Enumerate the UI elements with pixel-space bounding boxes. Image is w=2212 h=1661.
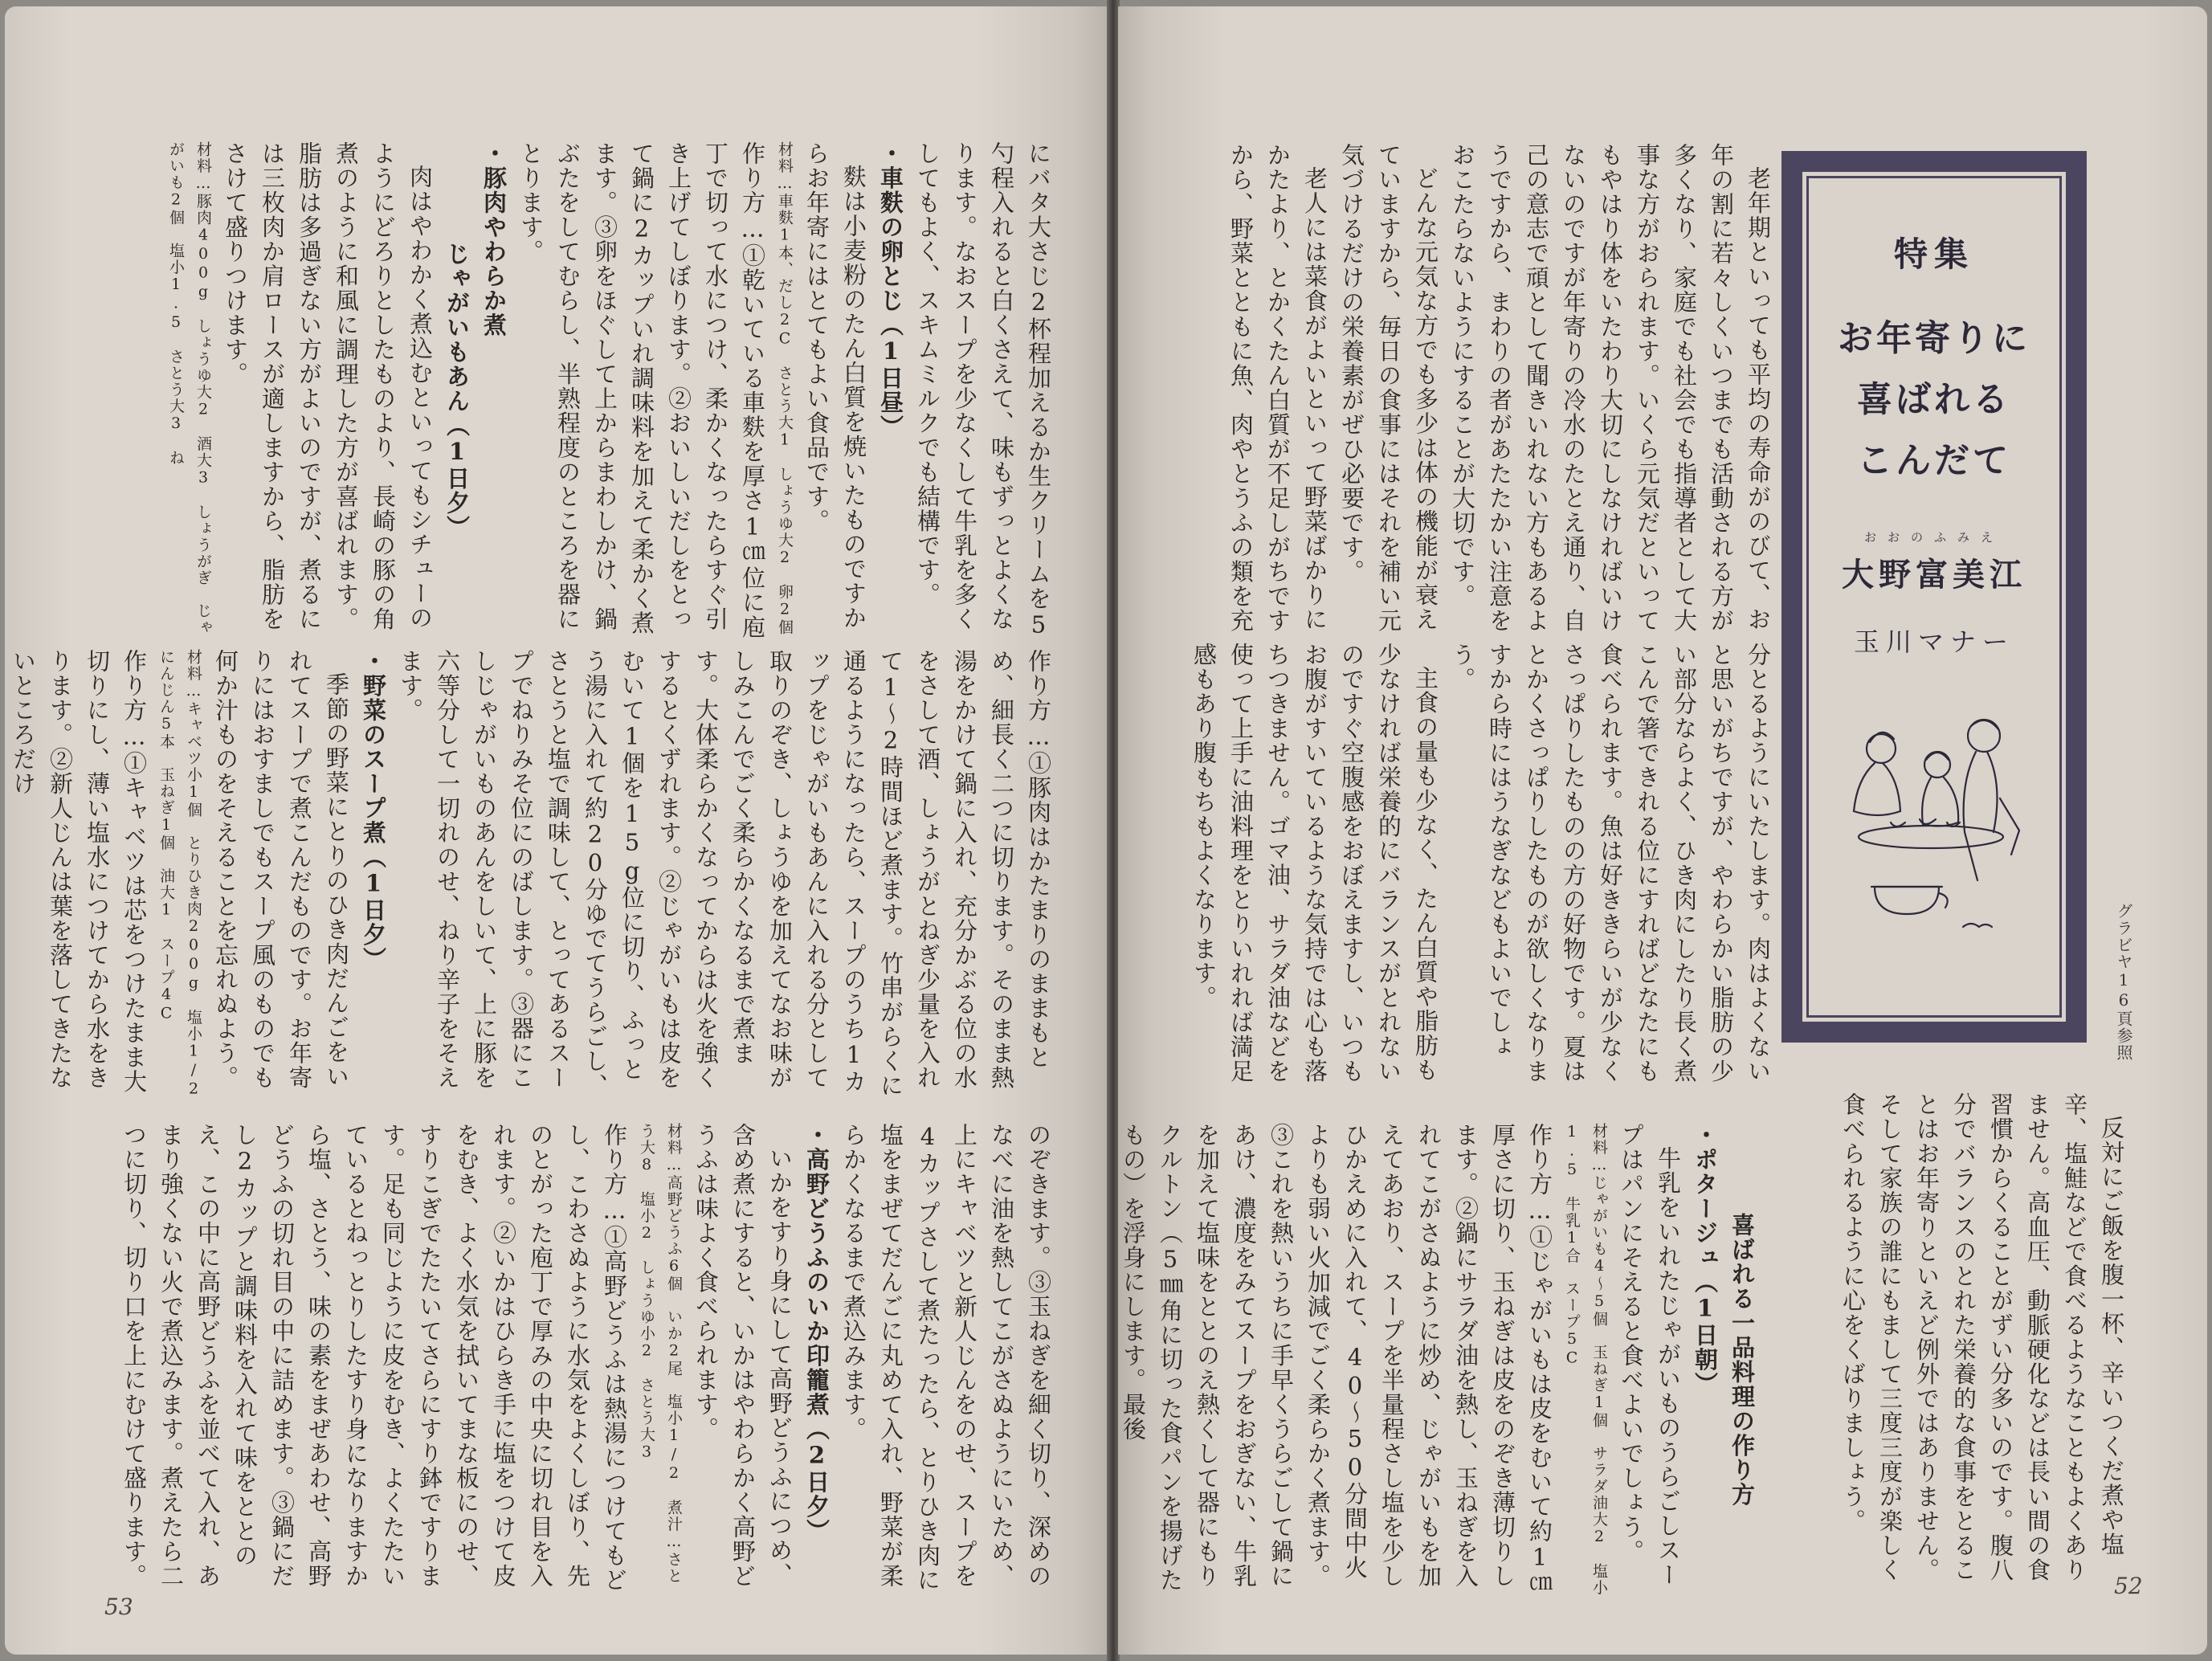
section-heading: ・野菜のスープ煮（1日夕） bbox=[360, 649, 387, 972]
ingredients-list: 材料…車麩1本、だし2C さとう大1 しょうゆ大2 卵2個 bbox=[776, 141, 794, 636]
feature-title-line-1: お年寄りに bbox=[1838, 318, 2030, 359]
feature-title-line-3: こんだて bbox=[1857, 440, 2011, 481]
intro-column-lower bbox=[1801, 1092, 2130, 1590]
paragraph: 反対にご飯を腹一杯、辛いつくだ煮や塩辛、塩鮭などで食べるようなこともよくありません。高血圧、動脈硬化などは長い間の食習慣からくることがずい分多いのです。腹八分でバランスのとれた栄養的な食事をとることはお年寄りといえど例外ではありません。そして家族の誰にもまして三度三度が楽しく食べられるように心をくばりましょう。 bbox=[1839, 1092, 2125, 1582]
paragraph: 季節の野菜にとりのひき肉だんごをいれてスープで煮こんだものです。お年寄りにはおすましでもスープ風のものでも何か汁ものをそえることを忘れぬよう。 bbox=[212, 649, 350, 1090]
ingredients-list: 材料…高野どうふ6個 いか2尾 塩小1/2 煮汁…さとう大8 塩小2 しょうゆ小2 さとう大3 bbox=[638, 1123, 683, 1585]
paragraph: 作り方…①乾いている車麩を厚さ1㎝位に庖丁で切って水につけ、柔かくなったらすぐ引き上げてしぼります。②おいしいだしをとって鍋に2カップいれ調味料を加えて柔かく煮ます。③卵をほぐして上からまわしかけ、鍋ぶたをしてむらし、半熟程度のところを器にとります。 bbox=[517, 141, 766, 639]
section-heading: ・車麩の卵とじ（1日昼） bbox=[877, 141, 904, 439]
left-column-lower bbox=[117, 1123, 1057, 1597]
section-heading: ・ポタージュ（1日朝） bbox=[1692, 1123, 1719, 1397]
left-column-upper bbox=[117, 141, 1057, 639]
elderly-family-illustration bbox=[1843, 702, 2027, 943]
section-heading: じゃがいもあん（1日夕） bbox=[443, 241, 471, 540]
paragraph: のぞきます。③玉ねぎを細く切り、深めのなべに油を熱してこがさぬようにいため、上にキャベツと新人じんをのせ、スープを4カップさして煮たったら、とりひき肉に塩をまぜてだんごに丸めて入れ、野菜が柔らかくなるまで煮込みます。 bbox=[840, 1123, 1052, 1593]
author-affiliation: 玉川マナー bbox=[1853, 626, 2014, 657]
feature-title bbox=[1802, 308, 2066, 492]
section-heading: 喜ばれる一品料理の作り方 bbox=[1728, 1213, 1756, 1507]
ingredients-list: 材料…じゃがいも4〜5個 玉ねぎ1個 サラダ油大2 塩小1.5 牛乳1合 スープ5C bbox=[1563, 1123, 1608, 1596]
paragraph: 作り方…①豚肉はかたまりのままもとめ、細長く二つに切ります。そのまま熱湯をかけて鍋に入れ、充分かぶる位の水をさして酒、しょうがとねぎ少量を入れて1〜2時間ほど煮ます。竹串がらくに通るようになったら、スープのうち1カップをじゃがいもあんに入れる分として取りのぞき、しょうゆを加えてなお味がしみこんでごく柔らかくなるまで煮ます。大体柔らかくなってからは火を強くするとくずれます。②じゃがいもは皮をむいて1個を15g位に切り、ふっとう湯に入れて約20分ゆでてうらごし、さとうと塩で調味して、とってあるスープでねりみそ位にのばします。③器にこしじゃがいものあんをしいて、上に豚を六等分して一切れのせ、ねり辛子をそえます。 bbox=[397, 649, 1052, 1098]
paragraph: 作り方…①キャベツは芯をつけたまま大切りにし、薄い塩水につけてから水をきります。②新人じんは葉を落してきたないところだけ bbox=[10, 649, 148, 1094]
feature-title-line-2: 喜ばれる bbox=[1857, 379, 2011, 420]
feature-label: 特集 bbox=[1893, 235, 1974, 274]
paragraph: 作り方…①高野どうふは熱湯につけてもどし、こわさぬように水気をよくしぼり、先のとがった庖丁で厚みの中央に切れ目を入れます。②いかはひらき手に塩をつけて皮をむき、よく水気を拭いてまな板にのせ、すりこぎでたたいてさらにすり鉢ですります。足も同じように皮をむき、よくたたいているとねっとりしたすり身になりますから塩、さとう、味の素をまぜあわせ、高野どうふの切れ目の中に詰めます。③鍋にだし2カップと調味料を入れて味をととのえ、この中に高野どうふを並べて入れ、あまり強くない火で煮込みます。煮えたら二つに切り、切り口を上にむけて盛ります。 bbox=[120, 1123, 628, 1593]
paragraph: どんな元気な方でも多少は体の機能が衰えていますから、毎日の食事にはそれを補い元気づけるだけの栄養素がぜひ必要です。 bbox=[1338, 143, 1439, 633]
section-heading: ・高野どうふのいか印籠煮（2日夕） bbox=[803, 1123, 831, 1544]
ingredients-list: 材料…豚肉400g しょうゆ大2 酒大3 しょうがぎ じゃがいも2個 塩小1.5 さとう大3 ね bbox=[167, 141, 212, 636]
page-number-left: 53 bbox=[104, 1594, 133, 1620]
author-ruby: おおのふみえ bbox=[1863, 530, 2004, 545]
intro-column-middle bbox=[1166, 643, 1777, 1092]
paragraph: 肉はやわかく煮込むといってもシチューのようにどろりとしたものより、長崎の豚の角煮のように和風に調理した方が喜ばれます。脂肪は多過ぎない方がよいのですが、煮るには三枚肉か肩ロースが適しますから、脂肪をさけて盛りつけます。 bbox=[222, 141, 434, 631]
paragraph: にバタ大さじ2杯程加えるか生クリームを5勺程入れると白くさえて、味もずっとよくなります。なおスープを少なくして牛乳を多くしてもよく、スキムミルクでも結構です。 bbox=[914, 141, 1052, 639]
paragraph: 牛乳をいれたじゃがいものうらごしスープはパンにそえると食べよいでしょう。 bbox=[1618, 1123, 1682, 1587]
ingredients-list: 材料…キャベツ小1個 とりひき肉200g 塩小1/2 にんじん5本 玉ねぎ1個 油大1 スープ4C bbox=[157, 649, 202, 1116]
gravure-reference-note: グラビヤ16頁参照 bbox=[2114, 903, 2133, 1061]
left-column-middle bbox=[10, 649, 1057, 1116]
intro-column-upper bbox=[1166, 143, 1777, 633]
author-name: 大野富美江 bbox=[1842, 556, 2026, 594]
paragraph: 作り方…①じゃがいもは皮をむいて約1㎝厚さに切り、玉ねぎは皮をのぞき薄切りします。②鍋にサラダ油を熱し、玉ねぎを入れてこがさぬように炒め、じゃがいもを加えてあおり、スープを半量程さし塩を少しひかえめに入れて、40〜50分間中火よりも弱い火加減でごく柔らかく煮ます。③これを熱いうちに手早くうらごして鍋にあけ、濃度をみてスープをおぎない、牛乳を加えて塩味をととのえ熱くして器にもりクルトン（5㎜角に切った食パンを揚げたもの）を浮身にします。最後 bbox=[1120, 1123, 1553, 1597]
paragraph: 麩は小麦粉のたん白質を焼いたものですからお年寄にはとてもよい食品です。 bbox=[803, 141, 867, 631]
page-number-right: 52 bbox=[2114, 1573, 2143, 1599]
feature-title-box bbox=[1781, 151, 2087, 1043]
paragraph: 老年期といっても平均の寿命がのびて、お年の割に若々しくいつまでも活動される方が多くなり、家庭でも社会でも指導者として大事な方がおられます。いくら元気だといってもやはり体をいたわり大切にしなければいけないのですが年寄りの冷水のたとえ通り、自己の意志で頑として聞きいれない方もあるようですから、まわりの者があたたかい注意をおこたらないようにすることが大切です。 bbox=[1449, 143, 1772, 633]
recipe-column-potage bbox=[1120, 1123, 1761, 1597]
left-page bbox=[5, 6, 1108, 1655]
paragraph: 主食の量も少なく、たん白質や脂肪も少なければ栄養的にバランスがとれないのですぐ空腹感をおぼえますし、いつもお腹がすいているような気持では心も落ちつきません。ゴマ油、サラダ油などを使って上手に油料理をとりいれれば満足感もあり腹もちもよくなります。 bbox=[1190, 643, 1439, 1084]
paragraph: 分とるようにいたします。肉はよくないと思いがちですが、やわらかい脂肪の少い部分ならよく、ひき肉にしたり長く煮こんで箸できれる位にすればどなたにも食べられます。魚は好ききらいが少なくさっぱりしたものの方の好物です。夏はとかくさっぱりしたものが欲しくなりますから時にはうなぎなどもよいでしょう。 bbox=[1449, 643, 1772, 1084]
paragraph: いかをすり身にして高野どうふにつめ、含め煮にすると、いかはやわらかく高野どうふは味よく食べられます。 bbox=[692, 1123, 794, 1589]
section-heading: ・豚肉やわらか煮 bbox=[480, 141, 508, 337]
paragraph: 老人には菜食がよいといって野菜ばかりにかたより、とかくたん白質が不足しがちですから、野菜とともに魚、肉やとうふの類を充 bbox=[1227, 143, 1328, 633]
